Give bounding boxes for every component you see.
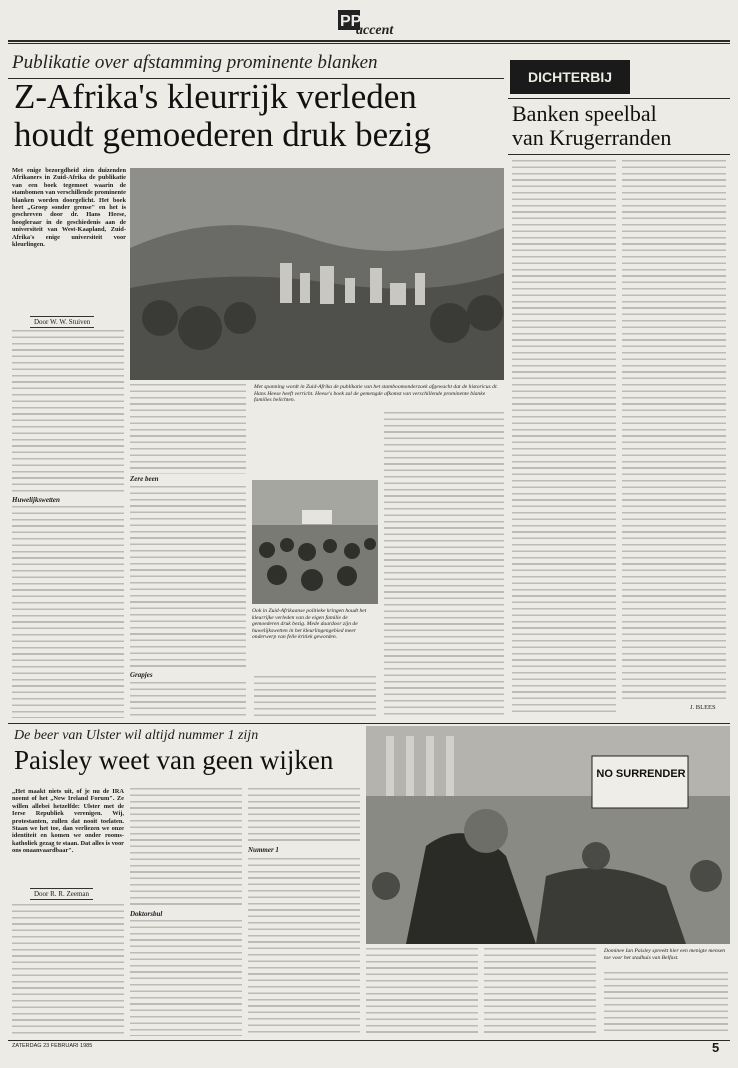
page-number: 5 <box>712 1040 720 1055</box>
svg-text:accent: accent <box>356 23 394 38</box>
top-col3-text <box>254 676 376 718</box>
masthead-rule-top <box>8 40 730 42</box>
masthead-logo <box>336 8 406 40</box>
bottom-byline: Door R. R. Zeeman <box>30 888 93 900</box>
top-story-headline-2: houdt gemoederen druk bezig <box>14 115 431 154</box>
top-col2-text-a <box>130 384 246 474</box>
top-col4-text <box>384 412 504 718</box>
side-col1-text <box>512 160 616 716</box>
dichterbij-text: DICHTERBIJ <box>527 69 612 85</box>
bottom-subhead-1: Doktorsbul <box>130 910 163 918</box>
bottom-col1-text <box>12 904 124 1036</box>
photo-banner-text: NO SURRENDER <box>596 768 686 780</box>
side-byline: J. BLEES <box>690 704 716 711</box>
top-col2-text-c <box>130 682 246 718</box>
top-story-lead: Met enige bezorgdheid zien duizenden Afrikaners in Zuid-Afrika de publikatie van een boek tegemoet waarin de stambomen van verschillende prominente blanken worden doorgelicht. Het boek heet „Groep sonder grense" en het is geschreven door dr. Hans Heese, hoogleraar in de geschiedenis aan de universiteit van West-Kaapland, Zuid-Afrika's enige universiteit voor kleurlingen. <box>12 167 126 249</box>
bottom-kicker: De beer van Ulster wil altijd nummer 1 zijn <box>14 728 259 743</box>
photo-caption-1: Met spanning wordt in Zuid-Afrika de publikatie van het stamboomonderzoek afgewacht dat de historicus dr. Hans Heese heeft verricht. Heese's boek zal de gemengde afkomst van verschillende prominente blanke families belichten. <box>254 384 498 404</box>
top-subhead-2: Zere been <box>130 475 159 483</box>
side-headline-2: van Krugerranden <box>512 125 672 150</box>
photo-caption-2: Ook in Zuid-Afrikaanse politieke kringen houdt het kleurrijke verleden van de eigen familie de gemoederen druk bezig. Mede daardoor zijn de huwelijkswetten in het kleurlingengebied meer onderwerp van felle kritiek geworden. <box>252 608 367 641</box>
bottom-lead: „Het maakt niets uit, of je nu de IRA noemt of het „New Ireland Forum". Ze willen allebei hetzelfde: Ulster met de Ierse Republiek verenigen. Wij, protestanten, zullen dat nooit toelaten. Staan we het toe, dan verliezen we onze identiteit en komen we onder rooms-katholiek gezag te staan. Dat alles is voor ons onaanvaardbaar". <box>12 788 124 855</box>
dichterbij-banner <box>510 60 630 94</box>
bottom-col3-text-b <box>248 858 360 1036</box>
top-story-headline-1: Z-Afrika's kleurrijk verleden <box>14 77 417 116</box>
bottom-col6-text <box>604 972 728 1036</box>
section-divider <box>8 723 730 724</box>
footer-date: ZATERDAG 23 FEBRUARI 1985 <box>12 1043 93 1049</box>
masthead-rule-bottom <box>8 43 730 44</box>
top-story-byline: Door W. W. Stuiven <box>30 316 94 328</box>
bottom-col2-text-b <box>130 920 242 1036</box>
skyline-photo <box>130 168 504 380</box>
top-subhead-1: Huwelijkswetten <box>12 496 60 504</box>
paisley-photo <box>366 726 730 944</box>
footer-rule <box>8 1040 730 1041</box>
paisley-caption: Dominee Ian Paisley spreekt hier een menigte mensen toe voor het stadhuis van Belfast. <box>604 948 726 961</box>
top-col1-text-b <box>12 506 124 718</box>
bottom-subhead-2: Nummer 1 <box>248 846 279 854</box>
bottom-col5-text <box>484 948 596 1036</box>
top-story-kicker: Publikatie over afstamming prominente blanken <box>12 52 378 73</box>
bottom-col4-text <box>366 948 478 1036</box>
bottom-col2-text-a <box>130 788 242 908</box>
side-headline-1: Banken speelbal <box>512 101 657 126</box>
bottom-col3-text-a <box>248 788 360 844</box>
svg-text:PP: PP <box>340 13 362 30</box>
side-rule-bottom <box>508 154 730 155</box>
top-col2-text-b <box>130 486 246 670</box>
crowd-photo <box>252 480 378 604</box>
bottom-headline: Paisley weet van geen wijken <box>14 745 334 775</box>
side-rule-top <box>508 98 730 99</box>
top-subhead-3: Grapjes <box>130 671 153 679</box>
side-col2-text <box>622 160 726 700</box>
top-col1-text-a <box>12 330 124 496</box>
